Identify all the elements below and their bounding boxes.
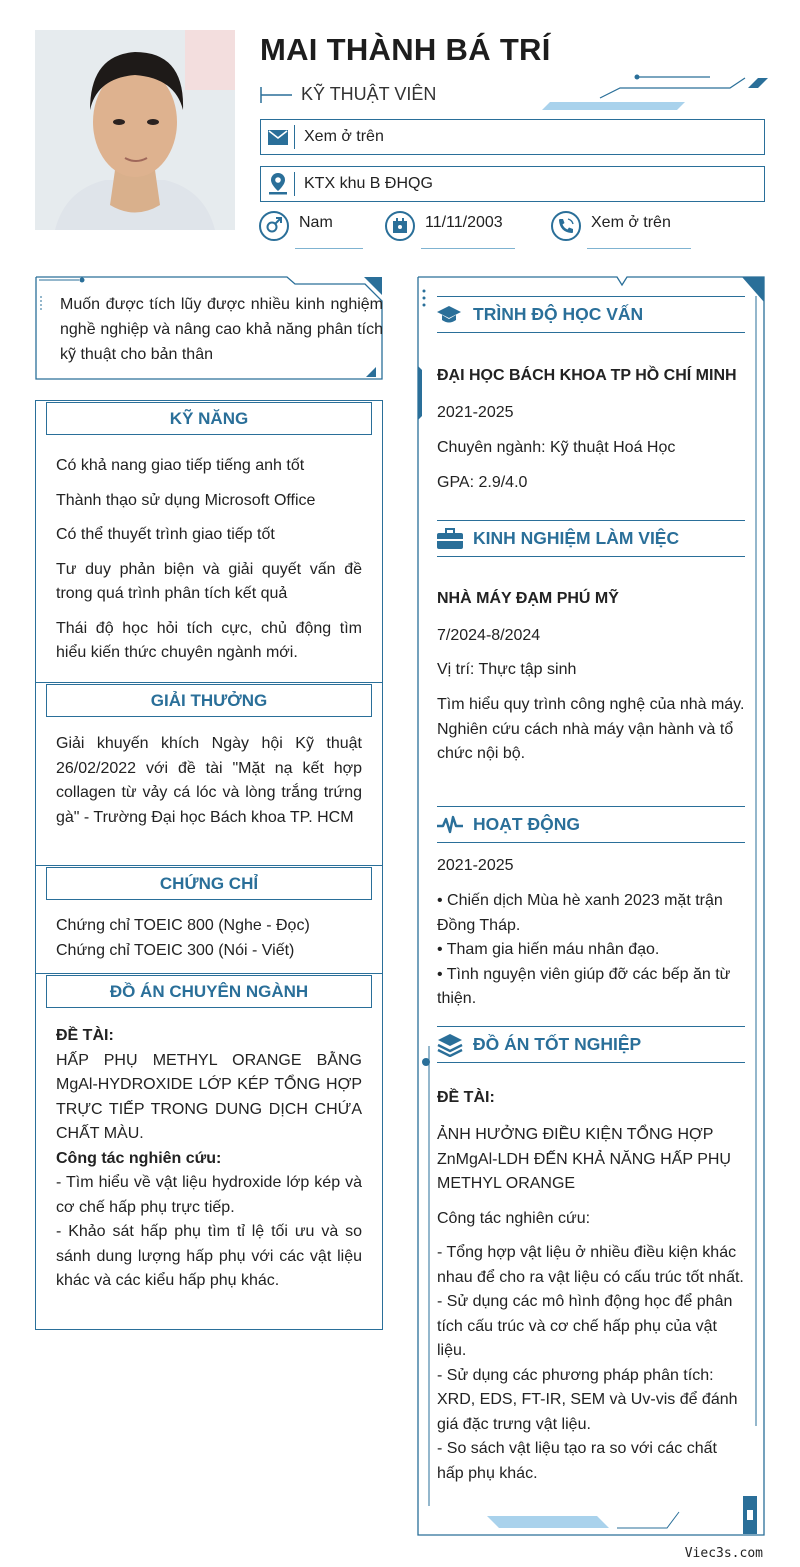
job-title: KỸ THUẬT VIÊN: [301, 84, 437, 104]
experience-desc-line: Tìm hiểu quy trình công nghệ của nhà máy.: [437, 696, 745, 713]
experience-heading: [437, 520, 745, 557]
watermark-footer: Viec3s.com: [684, 1546, 763, 1561]
birthday-value: 11/11/2003: [425, 214, 503, 231]
experience-description: [437, 693, 745, 767]
thesis-research-item: - So sách vật liệu tạo ra so với các chất hấp phụ khác.: [437, 1440, 717, 1482]
job-title-row: [260, 84, 436, 105]
education-heading: [437, 296, 745, 333]
education-gpa: GPA: 2.9/4.0: [437, 474, 528, 491]
location-pin-icon: [261, 172, 295, 196]
experience-position: Vị trí: Thực tập sinh: [437, 661, 577, 678]
objective-text: Muốn được tích lũy được nhiều kinh nghiệm nghề nghiệp và nâng cao khả năng phân tích kỹ thuật cho bản thân: [60, 296, 383, 363]
section-divider: [36, 973, 382, 974]
activity-item: • Chiến dịch Mùa hè xanh 2023 mặt trận Đồng Tháp.: [437, 892, 723, 934]
pulse-icon: [437, 815, 473, 835]
education-period: 2021-2025: [437, 404, 514, 421]
email-field: [260, 119, 765, 155]
experience-heading-text: KINH NGHIỆM LÀM VIỆC: [473, 528, 680, 548]
address-value: KTX khu B ĐHQG: [304, 175, 433, 192]
candidate-name: MAI THÀNH BÁ TRÍ: [260, 32, 551, 67]
education-school: ĐẠI HỌC BÁCH KHOA TP HỒ CHÍ MINH: [437, 367, 737, 384]
graduation-cap-icon: [437, 304, 473, 326]
skill-item: Thành thạo sử dụng Microsoft Office: [56, 491, 316, 509]
activities-heading-text: HOẠT ĐỘNG: [473, 814, 580, 834]
certificates-heading: CHỨNG CHỈ: [46, 867, 372, 900]
certificate-item: Chứng chỉ TOEIC 800 (Nghe - Đọc): [56, 917, 310, 934]
major-project-heading: ĐỒ ÁN CHUYÊN NGÀNH: [46, 975, 372, 1008]
major-project-topic: HẤP PHỤ METHYL ORANGE BẰNG MgAl-HYDROXIDE LỚP KÉP TỔNG HỢP TRỰC TIẾP TRONG DUNG DỊCH CHỨA CHẤT MÀU.: [56, 1051, 362, 1142]
section-divider: [36, 865, 382, 866]
calendar-icon: [385, 211, 415, 241]
gender-field: [259, 208, 379, 250]
major-project-research-item: - Khảo sát hấp phụ tìm tỉ lệ tối ưu và so sánh dung lượng hấp phụ với các vật liệu khác và các kiểu hấp phụ khác.: [56, 1223, 362, 1289]
career-objective: [35, 276, 383, 380]
experience-period: 7/2024-8/2024: [437, 627, 541, 644]
thesis-heading: [437, 1026, 745, 1063]
phone-icon: [551, 211, 581, 241]
education-heading-text: TRÌNH ĐỘ HỌC VẤN: [473, 304, 644, 324]
phone-value: Xem ở trên: [591, 214, 671, 231]
phone-underline: [587, 248, 691, 249]
thesis-research-label: Công tác nghiên cứu:: [437, 1210, 591, 1227]
gender-icon: [259, 211, 289, 241]
gender-value: Nam: [299, 214, 333, 231]
certificates-list: [56, 914, 362, 963]
email-value: Xem ở trên: [304, 128, 384, 145]
major-project-research-item: - Tìm hiểu về vật liệu hydroxide lớp kép và cơ chế hấp phụ trực tiếp.: [56, 1174, 362, 1216]
thesis-research-item: - Sử dụng các mô hình động học để phân tích cấu trúc và cơ chế hấp phụ của vật liệu.: [437, 1293, 733, 1359]
header-circuit-decoration: [540, 74, 770, 114]
education-major: Chuyên ngành: Kỹ thuật Hoá Học: [437, 439, 676, 456]
skills-heading: KỸ NĂNG: [46, 402, 372, 435]
gender-underline: [295, 248, 363, 249]
experience-company: NHÀ MÁY ĐẠM PHÚ MỸ: [437, 590, 619, 607]
right-column: [417, 276, 765, 1536]
phone-field: [551, 208, 691, 250]
skill-item: Có khả nang giao tiếp tiếng anh tốt: [56, 457, 305, 474]
activity-item: • Tham gia hiến máu nhân đạo.: [437, 941, 660, 958]
experience-desc-line: Nghiên cứu cách nhà máy vận hành và tổ chức nội bộ.: [437, 720, 734, 762]
address-field: [260, 166, 765, 202]
skill-item: Thái độ học hỏi tích cực, chủ động tìm hiểu kiến thức chuyên ngành mới.: [56, 619, 362, 661]
awards-text: Giải khuyến khích Ngày hội Kỹ thuật 26/02/2022 với đề tài "Mặt nạ kết hợp collagen từ vảy cá lóc và lòng trắng trứng gà" - Trường Đại học Bách khoa TP. HCM: [56, 735, 362, 826]
layers-icon: [437, 1033, 473, 1057]
activities-heading: [437, 806, 745, 843]
thesis-research-item: - Tổng hợp vật liệu ở nhiều điều kiện khác nhau để cho ra vật liệu có cấu trúc tốt nhất.: [437, 1244, 744, 1286]
left-column: [35, 400, 383, 1330]
thesis-topic: ẢNH HƯỞNG ĐIỀU KIỆN TỔNG HỢP ZnMgAl-LDH ĐẾN KHẢ NĂNG HẤP PHỤ METHYL ORANGE: [437, 1126, 731, 1192]
major-project-body: [56, 1024, 362, 1294]
profile-photo: [35, 30, 235, 230]
thesis-heading-text: ĐỒ ÁN TỐT NGHIỆP: [473, 1034, 642, 1054]
activities-period: 2021-2025: [437, 857, 514, 874]
certificate-item: Chứng chỉ TOEIC 300 (Nói - Viết): [56, 941, 295, 959]
skills-list: [56, 454, 362, 676]
awards-heading: GIẢI THƯỞNG: [46, 684, 372, 717]
thesis-research-list: [437, 1241, 745, 1486]
birthday-field: [385, 208, 525, 250]
activity-item: • Tình nguyện viên giúp đỡ các bếp ăn từ thiện.: [437, 965, 731, 1007]
section-divider: [36, 682, 382, 683]
title-tick-icon: [260, 85, 294, 105]
major-project-topic-label: ĐỀ TÀI:: [56, 1027, 114, 1044]
envelope-icon: [261, 125, 295, 149]
skill-item: Có thể thuyết trình giao tiếp tốt: [56, 526, 275, 543]
briefcase-icon: [437, 528, 473, 550]
birthday-underline: [421, 248, 515, 249]
thesis-research-item: - Sử dụng các phương pháp phân tích: XRD, EDS, FT-IR, SEM và Uv-vis để đánh giá đặc trưng vật liệu.: [437, 1366, 738, 1433]
skill-item: Tư duy phản biện và giải quyết vấn đề trong quá trình phân tích kết quả: [56, 560, 362, 602]
activities-list: [437, 889, 745, 1012]
major-project-research-label: Công tác nghiên cứu:: [56, 1149, 222, 1167]
thesis-topic-label: ĐỀ TÀI:: [437, 1089, 495, 1106]
